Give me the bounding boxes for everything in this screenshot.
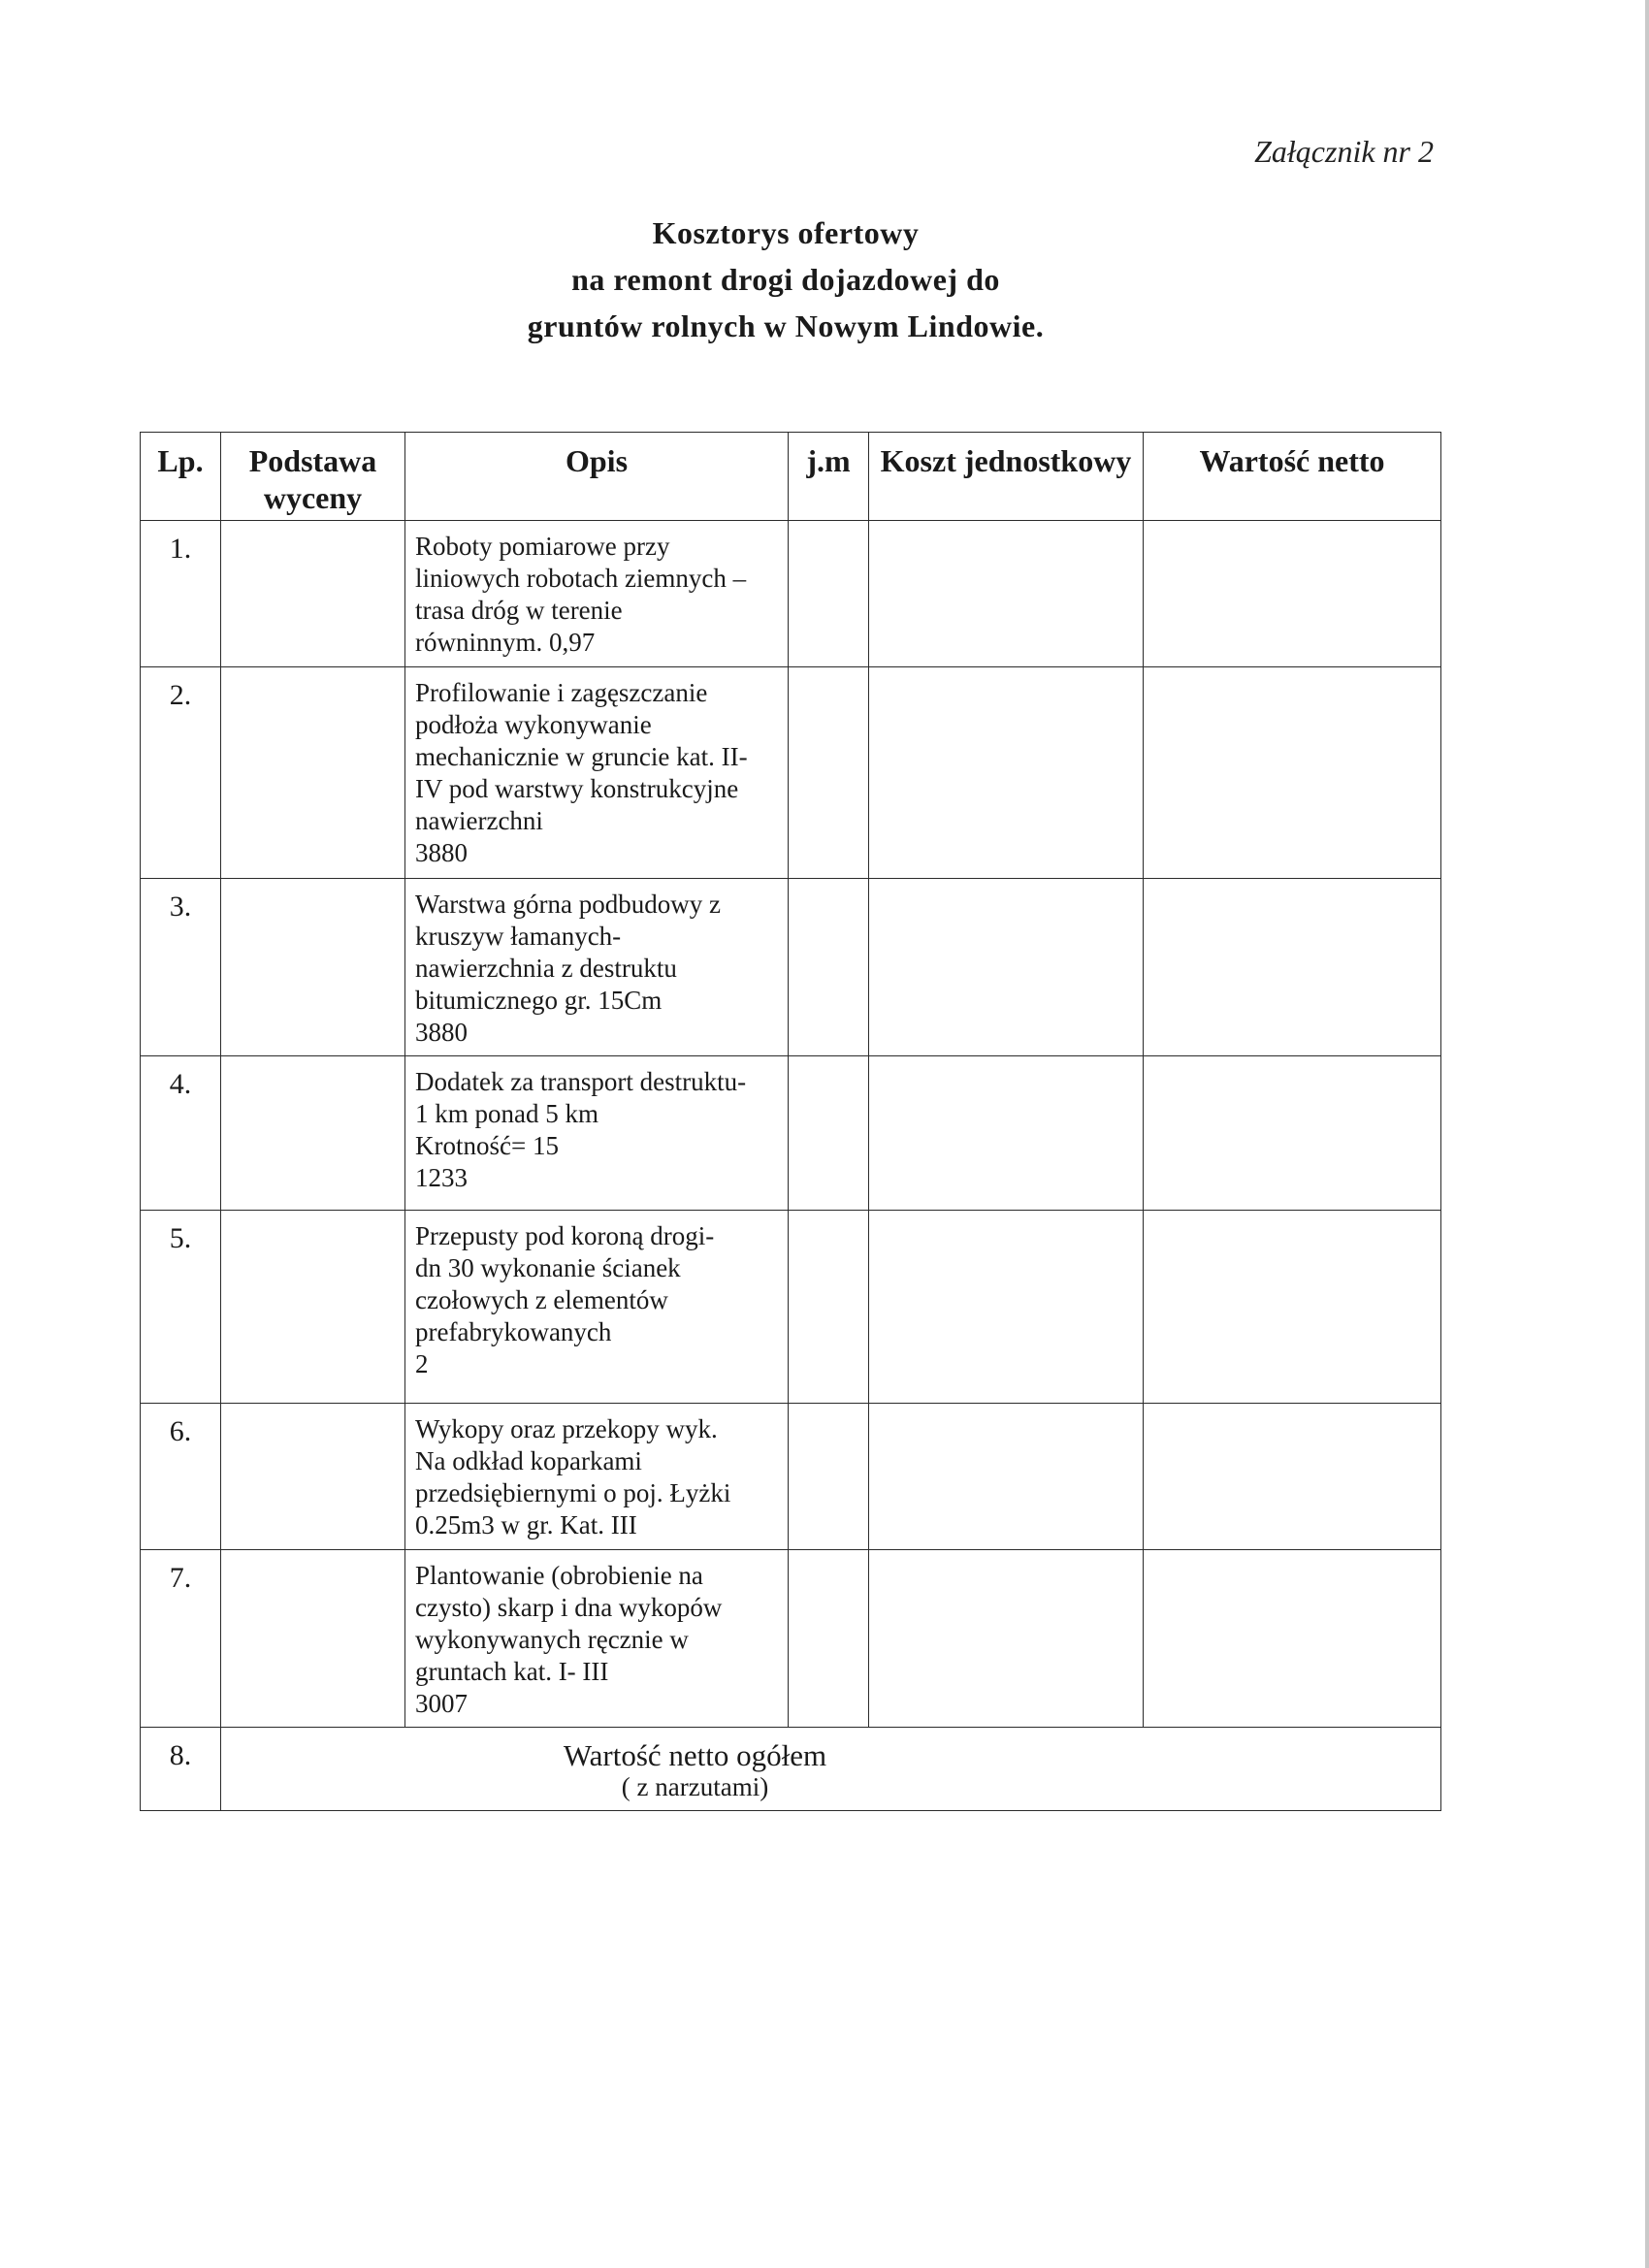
row-wartosc	[1144, 1056, 1441, 1211]
row-lp: 7.	[141, 1550, 221, 1728]
opis-line: przedsiębiernymi o poj. Łyżki	[415, 1478, 731, 1507]
summary-lp: 8.	[141, 1728, 221, 1811]
opis-line: równinnym. 0,97	[415, 628, 596, 657]
opis-line: 1 km ponad 5 km	[415, 1099, 598, 1128]
title-line-3: gruntów rolnych w Nowym Lindowie.	[527, 308, 1045, 343]
opis-line: dn 30 wykonanie ścianek	[415, 1253, 681, 1282]
header-podstawa: Podstawa wyceny	[221, 433, 405, 521]
row-koszt	[869, 1056, 1144, 1211]
opis-line: bitumicznego gr. 15Cm	[415, 986, 663, 1015]
table-row	[141, 1404, 1441, 1550]
row-wartosc	[1144, 879, 1441, 1056]
opis-line: kruszyw łamanych-	[415, 922, 622, 951]
opis-line: nawierzchnia z destruktu	[415, 954, 677, 983]
row-jm	[789, 667, 869, 879]
row-lp: 3.	[141, 879, 221, 1056]
row-wartosc	[1144, 1211, 1441, 1404]
row-koszt	[869, 1211, 1144, 1404]
row-podstawa	[221, 1550, 405, 1728]
opis-line: Plantowanie (obrobienie na	[415, 1561, 703, 1590]
opis-line: 2	[415, 1349, 429, 1378]
row-lp: 5.	[141, 1211, 221, 1404]
row-jm	[789, 1211, 869, 1404]
row-lp: 6.	[141, 1404, 221, 1550]
opis-line: IV pod warstwy konstrukcyjne	[415, 774, 739, 803]
opis-line: Krotność= 15	[415, 1131, 559, 1160]
opis-line: prefabrykowanych	[415, 1317, 612, 1346]
opis-line: Warstwa górna podbudowy z	[415, 890, 721, 919]
row-lp: 1.	[141, 521, 221, 667]
opis-line: 3880	[415, 838, 468, 867]
opis-line: liniowych robotach ziemnych –	[415, 564, 747, 593]
row-koszt	[869, 521, 1144, 667]
title-line-2: na remont drogi dojazdowej do	[571, 262, 1000, 297]
row-lp: 2.	[141, 667, 221, 879]
row-opis	[405, 1211, 789, 1404]
row-opis	[405, 1404, 789, 1550]
table-row	[141, 667, 1441, 879]
row-jm	[789, 879, 869, 1056]
opis-line: Przepusty pod koroną drogi-	[415, 1221, 715, 1250]
summary-sublabel: ( z narzutami)	[621, 1772, 769, 1801]
opis-line: czysto) skarp i dna wykopów	[415, 1593, 723, 1622]
opis-line: podłoża wykonywanie	[415, 710, 652, 739]
opis-line: wykonywanych ręcznie w	[415, 1625, 689, 1654]
row-podstawa	[221, 1211, 405, 1404]
summary-row	[141, 1728, 1441, 1811]
table-row	[141, 1056, 1441, 1211]
row-wartosc	[1144, 521, 1441, 667]
summary-label: Wartość netto ogółem	[563, 1738, 827, 1772]
opis-line: gruntach kat. I- III	[415, 1657, 609, 1686]
row-jm	[789, 1550, 869, 1728]
table-row	[141, 521, 1441, 667]
table-row	[141, 1211, 1441, 1404]
row-koszt	[869, 1404, 1144, 1550]
row-opis	[405, 879, 789, 1056]
row-koszt	[869, 1550, 1144, 1728]
header-lp: Lp.	[141, 433, 221, 521]
opis-line: Na odkład koparkami	[415, 1446, 642, 1475]
row-jm	[789, 1056, 869, 1211]
row-opis	[405, 1550, 789, 1728]
header-wartosc: Wartość netto	[1144, 433, 1441, 521]
row-koszt	[869, 879, 1144, 1056]
opis-line: nawierzchni	[415, 806, 543, 835]
table-header-row	[141, 433, 1441, 521]
row-opis	[405, 521, 789, 667]
header-koszt: Koszt jednostkowy	[869, 433, 1144, 521]
row-podstawa	[221, 521, 405, 667]
opis-line: czołowych z elementów	[415, 1285, 668, 1314]
opis-line: 1233	[415, 1163, 468, 1192]
row-wartosc	[1144, 1404, 1441, 1550]
row-podstawa	[221, 879, 405, 1056]
row-opis	[405, 1056, 789, 1211]
row-podstawa	[221, 667, 405, 879]
row-jm	[789, 521, 869, 667]
summary-label-cell	[221, 1728, 1441, 1811]
opis-line: 3880	[415, 1018, 468, 1047]
document-title	[0, 210, 1571, 349]
row-jm	[789, 1404, 869, 1550]
row-podstawa	[221, 1056, 405, 1211]
attachment-label: Załącznik nr 2	[1254, 134, 1434, 169]
row-wartosc	[1144, 1550, 1441, 1728]
row-koszt	[869, 667, 1144, 879]
opis-line: 0.25m3 w gr. Kat. III	[415, 1510, 637, 1539]
row-lp: 4.	[141, 1056, 221, 1211]
opis-line: Roboty pomiarowe przy	[415, 532, 670, 561]
row-wartosc	[1144, 667, 1441, 879]
table-row	[141, 1550, 1441, 1728]
row-podstawa	[221, 1404, 405, 1550]
opis-line: 3007	[415, 1689, 468, 1718]
opis-line: Wykopy oraz przekopy wyk.	[415, 1414, 718, 1443]
opis-line: trasa dróg w terenie	[415, 596, 623, 625]
opis-line: Dodatek za transport destruktu-	[415, 1067, 747, 1096]
title-line-1: Kosztorys ofertowy	[652, 215, 920, 250]
opis-line: mechanicznie w gruncie kat. II-	[415, 742, 748, 771]
opis-line: Profilowanie i zagęszczanie	[415, 678, 708, 707]
scan-edge	[1645, 0, 1649, 2268]
header-jm: j.m	[789, 433, 869, 521]
header-opis: Opis	[405, 433, 789, 521]
row-opis	[405, 667, 789, 879]
table-row	[141, 879, 1441, 1056]
cost-estimate-table	[140, 432, 1441, 1811]
